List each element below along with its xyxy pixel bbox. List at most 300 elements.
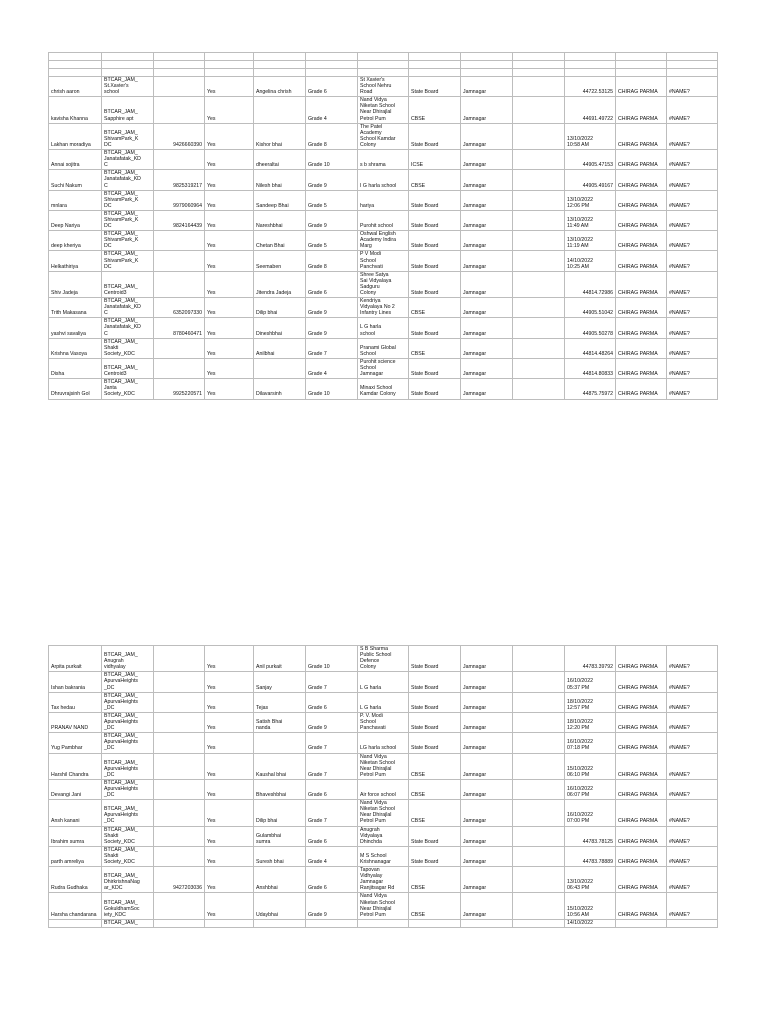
- empty-cell[interactable]: [616, 69, 667, 77]
- cell-code[interactable]: BTCAR_JAM_ Anugrah vidhyalay: [102, 646, 154, 672]
- cell-board[interactable]: [409, 919, 461, 927]
- cell-parent[interactable]: [254, 919, 306, 927]
- cell-board[interactable]: State Board: [409, 123, 461, 149]
- cell-flag[interactable]: #NAME?: [667, 867, 718, 893]
- cell-board[interactable]: CBSE: [409, 753, 461, 779]
- cell-yes[interactable]: Yes: [205, 733, 254, 753]
- cell-code[interactable]: BTCAR_JAM_ ShivamPark_K DC: [102, 123, 154, 149]
- cell-staff[interactable]: CHIRAG PARMA: [616, 867, 667, 893]
- cell-school[interactable]: S B Sharma Public School Defence Colony: [358, 646, 409, 672]
- cell-extra[interactable]: [513, 753, 565, 779]
- cell-staff[interactable]: CHIRAG PARMA: [616, 672, 667, 692]
- cell-parent[interactable]: [254, 97, 306, 123]
- cell-name[interactable]: yashvi savaliya: [49, 318, 102, 338]
- cell-board[interactable]: CBSE: [409, 298, 461, 318]
- cell-flag[interactable]: #NAME?: [667, 271, 718, 297]
- cell-phone[interactable]: [154, 77, 205, 97]
- empty-cell[interactable]: [461, 61, 513, 69]
- cell-city[interactable]: [461, 919, 513, 927]
- cell-parent[interactable]: Satish Bhai nanda: [254, 712, 306, 732]
- cell-school[interactable]: [358, 919, 409, 927]
- cell-code[interactable]: BTCAR_JAM_ Janatafatak_KD C: [102, 150, 154, 170]
- cell-city[interactable]: Jamnagar: [461, 251, 513, 271]
- cell-code[interactable]: BTCAR_JAM_ GokuldhamSoc iety_KDC: [102, 893, 154, 919]
- cell-code[interactable]: BTCAR_JAM_ Sapphire apt: [102, 97, 154, 123]
- cell-school[interactable]: Oshwal English Academy Indira Marg: [358, 231, 409, 251]
- cell-parent[interactable]: Chetan Bhai: [254, 231, 306, 251]
- cell-extra[interactable]: [513, 779, 565, 799]
- cell-grade[interactable]: Grade 8: [306, 251, 358, 271]
- cell-extra[interactable]: [513, 712, 565, 732]
- cell-school[interactable]: Pranami Global School: [358, 338, 409, 358]
- cell-yes[interactable]: Yes: [205, 753, 254, 779]
- cell-flag[interactable]: #NAME?: [667, 893, 718, 919]
- cell-name[interactable]: Krishna Vasoya: [49, 338, 102, 358]
- empty-cell[interactable]: [565, 61, 616, 69]
- empty-cell[interactable]: [254, 61, 306, 69]
- cell-flag[interactable]: #NAME?: [667, 190, 718, 210]
- cell-date[interactable]: 14/10/2022: [565, 919, 616, 927]
- cell-phone[interactable]: [154, 251, 205, 271]
- cell-date[interactable]: 44691.49722: [565, 97, 616, 123]
- cell-parent[interactable]: Bhaveshbhai: [254, 779, 306, 799]
- cell-extra[interactable]: [513, 231, 565, 251]
- cell-school[interactable]: L G harla school: [358, 318, 409, 338]
- empty-cell[interactable]: [513, 61, 565, 69]
- cell-city[interactable]: Jamnagar: [461, 358, 513, 378]
- cell-yes[interactable]: Yes: [205, 712, 254, 732]
- cell-board[interactable]: State Board: [409, 692, 461, 712]
- cell-grade[interactable]: Grade 6: [306, 77, 358, 97]
- cell-grade[interactable]: Grade 10: [306, 646, 358, 672]
- cell-phone[interactable]: [154, 692, 205, 712]
- cell-name[interactable]: Helkathiriya: [49, 251, 102, 271]
- cell-city[interactable]: Jamnagar: [461, 826, 513, 846]
- cell-staff[interactable]: CHIRAG PARMA: [616, 170, 667, 190]
- cell-flag[interactable]: #NAME?: [667, 826, 718, 846]
- cell-yes[interactable]: Yes: [205, 298, 254, 318]
- cell-school[interactable]: Nand Vidya Niketan School Near Dhirajlal Petrol Pum: [358, 893, 409, 919]
- cell-phone[interactable]: [154, 753, 205, 779]
- cell-date[interactable]: 13/10/2022 06:43 PM: [565, 867, 616, 893]
- cell-yes[interactable]: Yes: [205, 826, 254, 846]
- cell-phone[interactable]: [154, 358, 205, 378]
- cell-board[interactable]: ICSE: [409, 150, 461, 170]
- empty-cell[interactable]: [409, 53, 461, 61]
- cell-name[interactable]: Shiv Jadeja: [49, 271, 102, 297]
- cell-board[interactable]: CBSE: [409, 867, 461, 893]
- cell-phone[interactable]: 9824164439: [154, 210, 205, 230]
- cell-name[interactable]: Trith Makasana: [49, 298, 102, 318]
- cell-school[interactable]: Anugrah Vidyalaya Dhinchda: [358, 826, 409, 846]
- cell-school[interactable]: St Xavier's School Nehru Road: [358, 77, 409, 97]
- empty-cell[interactable]: [306, 61, 358, 69]
- cell-code[interactable]: BTCAR_JAM_ ShivamPark_K DC: [102, 231, 154, 251]
- cell-date[interactable]: 16/10/2022 06:07 PM: [565, 779, 616, 799]
- cell-phone[interactable]: 8780460471: [154, 318, 205, 338]
- cell-code[interactable]: BTCAR_JAM_ DhirkrishnaNag ar_KDC: [102, 867, 154, 893]
- cell-school[interactable]: Air force school: [358, 779, 409, 799]
- cell-staff[interactable]: CHIRAG PARMA: [616, 210, 667, 230]
- cell-board[interactable]: State Board: [409, 190, 461, 210]
- cell-city[interactable]: Jamnagar: [461, 712, 513, 732]
- cell-grade[interactable]: Grade 9: [306, 712, 358, 732]
- cell-date[interactable]: 44814.80833: [565, 358, 616, 378]
- cell-extra[interactable]: [513, 672, 565, 692]
- cell-yes[interactable]: Yes: [205, 97, 254, 123]
- cell-extra[interactable]: [513, 123, 565, 149]
- cell-grade[interactable]: Grade 9: [306, 298, 358, 318]
- cell-extra[interactable]: [513, 170, 565, 190]
- empty-cell[interactable]: [154, 61, 205, 69]
- cell-staff[interactable]: CHIRAG PARMA: [616, 123, 667, 149]
- empty-cell[interactable]: [154, 53, 205, 61]
- empty-cell[interactable]: [409, 61, 461, 69]
- cell-staff[interactable]: CHIRAG PARMA: [616, 846, 667, 866]
- cell-flag[interactable]: #NAME?: [667, 379, 718, 399]
- cell-board[interactable]: CBSE: [409, 800, 461, 826]
- cell-grade[interactable]: Grade 9: [306, 170, 358, 190]
- cell-city[interactable]: Jamnagar: [461, 800, 513, 826]
- cell-city[interactable]: Jamnagar: [461, 123, 513, 149]
- cell-name[interactable]: deep kheriya: [49, 231, 102, 251]
- cell-staff[interactable]: CHIRAG PARMA: [616, 893, 667, 919]
- cell-city[interactable]: Jamnagar: [461, 190, 513, 210]
- cell-name[interactable]: mnlara: [49, 190, 102, 210]
- cell-code[interactable]: BTCAR_JAM_ St.Xavier's school: [102, 77, 154, 97]
- cell-city[interactable]: Jamnagar: [461, 318, 513, 338]
- cell-phone[interactable]: [154, 338, 205, 358]
- cell-yes[interactable]: Yes: [205, 150, 254, 170]
- cell-grade[interactable]: Grade 7: [306, 733, 358, 753]
- cell-code[interactable]: BTCAR_JAM_ Janatafatak_KD C: [102, 318, 154, 338]
- cell-code[interactable]: BTCAR_JAM_ Janatafatak_KD C: [102, 298, 154, 318]
- cell-name[interactable]: Dhruvrajsinh Gol: [49, 379, 102, 399]
- cell-phone[interactable]: [154, 646, 205, 672]
- cell-name[interactable]: kavisha Khanna: [49, 97, 102, 123]
- cell-school[interactable]: L G harla: [358, 692, 409, 712]
- cell-phone[interactable]: [154, 919, 205, 927]
- cell-parent[interactable]: [254, 733, 306, 753]
- cell-date[interactable]: 44905.49167: [565, 170, 616, 190]
- cell-city[interactable]: Jamnagar: [461, 298, 513, 318]
- cell-phone[interactable]: [154, 846, 205, 866]
- cell-grade[interactable]: Grade 6: [306, 867, 358, 893]
- cell-phone[interactable]: [154, 826, 205, 846]
- cell-code[interactable]: BTCAR_JAM_ Centroid3: [102, 358, 154, 378]
- empty-cell[interactable]: [154, 69, 205, 77]
- cell-city[interactable]: Jamnagar: [461, 779, 513, 799]
- cell-yes[interactable]: Yes: [205, 779, 254, 799]
- cell-city[interactable]: Jamnagar: [461, 271, 513, 297]
- cell-grade[interactable]: [306, 919, 358, 927]
- cell-extra[interactable]: [513, 97, 565, 123]
- empty-cell[interactable]: [102, 53, 154, 61]
- empty-cell[interactable]: [461, 69, 513, 77]
- cell-extra[interactable]: [513, 271, 565, 297]
- cell-name[interactable]: [49, 919, 102, 927]
- cell-name[interactable]: Suchi Nakum: [49, 170, 102, 190]
- cell-grade[interactable]: Grade 7: [306, 800, 358, 826]
- cell-city[interactable]: Jamnagar: [461, 733, 513, 753]
- cell-yes[interactable]: Yes: [205, 77, 254, 97]
- cell-city[interactable]: Jamnagar: [461, 231, 513, 251]
- cell-yes[interactable]: Yes: [205, 271, 254, 297]
- cell-phone[interactable]: [154, 800, 205, 826]
- cell-code[interactable]: BTCAR_JAM_ Shakti Society_KDC: [102, 338, 154, 358]
- cell-date[interactable]: 44875.75972: [565, 379, 616, 399]
- cell-staff[interactable]: CHIRAG PARMA: [616, 379, 667, 399]
- cell-code[interactable]: BTCAR_JAM_ ShivamPark_K DC: [102, 210, 154, 230]
- empty-cell[interactable]: [49, 53, 102, 61]
- cell-extra[interactable]: [513, 338, 565, 358]
- cell-grade[interactable]: Grade 7: [306, 338, 358, 358]
- cell-extra[interactable]: [513, 646, 565, 672]
- cell-city[interactable]: Jamnagar: [461, 846, 513, 866]
- empty-cell[interactable]: [667, 53, 718, 61]
- cell-grade[interactable]: Grade 4: [306, 358, 358, 378]
- cell-board[interactable]: CBSE: [409, 893, 461, 919]
- cell-code[interactable]: BTCAR_JAM_ ApurvaHeights _DC: [102, 712, 154, 732]
- cell-staff[interactable]: CHIRAG PARMA: [616, 150, 667, 170]
- empty-cell[interactable]: [102, 61, 154, 69]
- cell-parent[interactable]: dheeraltai: [254, 150, 306, 170]
- cell-code[interactable]: BTCAR_JAM_ ApurvaHeights _DC: [102, 733, 154, 753]
- cell-date[interactable]: 16/10/2022 05:37 PM: [565, 672, 616, 692]
- cell-code[interactable]: BTCAR_JAM_ ShivamPark_K DC: [102, 190, 154, 210]
- empty-cell[interactable]: [358, 61, 409, 69]
- cell-city[interactable]: Jamnagar: [461, 170, 513, 190]
- cell-flag[interactable]: #NAME?: [667, 646, 718, 672]
- cell-phone[interactable]: 9925220571: [154, 379, 205, 399]
- cell-date[interactable]: 44783.78125: [565, 826, 616, 846]
- cell-name[interactable]: parth amreliya: [49, 846, 102, 866]
- cell-flag[interactable]: #NAME?: [667, 97, 718, 123]
- cell-name[interactable]: Ibrahim sumra: [49, 826, 102, 846]
- cell-city[interactable]: Jamnagar: [461, 867, 513, 893]
- cell-code[interactable]: BTCAR_JAM_ ApurvaHeights _DC: [102, 672, 154, 692]
- empty-cell[interactable]: [254, 53, 306, 61]
- empty-cell[interactable]: [565, 69, 616, 77]
- cell-board[interactable]: State Board: [409, 846, 461, 866]
- cell-parent[interactable]: Sanjay: [254, 672, 306, 692]
- cell-code[interactable]: BTCAR_JAM_ ApurvaHeights _DC: [102, 779, 154, 799]
- cell-parent[interactable]: Gulambhai sumra: [254, 826, 306, 846]
- cell-flag[interactable]: #NAME?: [667, 846, 718, 866]
- cell-city[interactable]: Jamnagar: [461, 753, 513, 779]
- cell-flag[interactable]: #NAME?: [667, 251, 718, 271]
- cell-yes[interactable]: Yes: [205, 338, 254, 358]
- cell-school[interactable]: s b shrama: [358, 150, 409, 170]
- cell-grade[interactable]: Grade 9: [306, 210, 358, 230]
- cell-board[interactable]: CBSE: [409, 170, 461, 190]
- cell-flag[interactable]: #NAME?: [667, 692, 718, 712]
- cell-phone[interactable]: [154, 893, 205, 919]
- cell-code[interactable]: BTCAR_JAM_ Shakti Society_KDC: [102, 826, 154, 846]
- cell-parent[interactable]: Anil purkait: [254, 646, 306, 672]
- cell-date[interactable]: 44814.48264: [565, 338, 616, 358]
- cell-grade[interactable]: Grade 4: [306, 846, 358, 866]
- cell-name[interactable]: Rudra Gudhaka: [49, 867, 102, 893]
- cell-board[interactable]: CBSE: [409, 779, 461, 799]
- cell-extra[interactable]: [513, 379, 565, 399]
- cell-grade[interactable]: Grade 7: [306, 753, 358, 779]
- cell-flag[interactable]: #NAME?: [667, 712, 718, 732]
- cell-yes[interactable]: Yes: [205, 846, 254, 866]
- cell-parent[interactable]: Nareshbhai: [254, 210, 306, 230]
- cell-yes[interactable]: Yes: [205, 190, 254, 210]
- cell-extra[interactable]: [513, 733, 565, 753]
- cell-phone[interactable]: 9427203036: [154, 867, 205, 893]
- cell-school[interactable]: hariya: [358, 190, 409, 210]
- cell-flag[interactable]: #NAME?: [667, 150, 718, 170]
- cell-date[interactable]: 15/10/2022 06:10 PM: [565, 753, 616, 779]
- cell-parent[interactable]: [254, 358, 306, 378]
- cell-school[interactable]: LG harla school: [358, 733, 409, 753]
- cell-board[interactable]: CBSE: [409, 97, 461, 123]
- cell-yes[interactable]: Yes: [205, 800, 254, 826]
- cell-date[interactable]: 13/10/2022 10:58 AM: [565, 123, 616, 149]
- cell-yes[interactable]: [205, 919, 254, 927]
- cell-flag[interactable]: #NAME?: [667, 298, 718, 318]
- cell-grade[interactable]: Grade 9: [306, 893, 358, 919]
- cell-flag[interactable]: #NAME?: [667, 779, 718, 799]
- cell-grade[interactable]: Grade 6: [306, 779, 358, 799]
- cell-parent[interactable]: Dineshbhai: [254, 318, 306, 338]
- cell-phone[interactable]: [154, 231, 205, 251]
- cell-yes[interactable]: Yes: [205, 379, 254, 399]
- cell-parent[interactable]: Dilip bhai: [254, 800, 306, 826]
- empty-cell[interactable]: [102, 69, 154, 77]
- cell-extra[interactable]: [513, 893, 565, 919]
- cell-phone[interactable]: [154, 97, 205, 123]
- cell-date[interactable]: 14/10/2022 10:25 AM: [565, 251, 616, 271]
- cell-flag[interactable]: #NAME?: [667, 123, 718, 149]
- cell-school[interactable]: L G harla: [358, 672, 409, 692]
- cell-board[interactable]: State Board: [409, 646, 461, 672]
- cell-parent[interactable]: Angelina chrish: [254, 77, 306, 97]
- cell-school[interactable]: I G harla school: [358, 170, 409, 190]
- cell-name[interactable]: Harshil Chandra: [49, 753, 102, 779]
- cell-phone[interactable]: [154, 672, 205, 692]
- cell-board[interactable]: State Board: [409, 210, 461, 230]
- empty-cell[interactable]: [205, 53, 254, 61]
- cell-grade[interactable]: Grade 8: [306, 123, 358, 149]
- cell-extra[interactable]: [513, 692, 565, 712]
- cell-flag[interactable]: #NAME?: [667, 338, 718, 358]
- cell-yes[interactable]: Yes: [205, 123, 254, 149]
- cell-date[interactable]: 18/10/2022 12:20 PM: [565, 712, 616, 732]
- cell-city[interactable]: Jamnagar: [461, 379, 513, 399]
- cell-staff[interactable]: CHIRAG PARMA: [616, 733, 667, 753]
- cell-phone[interactable]: [154, 150, 205, 170]
- empty-cell[interactable]: [358, 69, 409, 77]
- cell-flag[interactable]: [667, 919, 718, 927]
- empty-cell[interactable]: [616, 61, 667, 69]
- empty-cell[interactable]: [513, 53, 565, 61]
- cell-code[interactable]: BTCAR_JAM_ ApurvaHeights _DC: [102, 800, 154, 826]
- cell-city[interactable]: Jamnagar: [461, 893, 513, 919]
- cell-name[interactable]: Ishan bakrania: [49, 672, 102, 692]
- cell-staff[interactable]: CHIRAG PARMA: [616, 358, 667, 378]
- cell-staff[interactable]: CHIRAG PARMA: [616, 753, 667, 779]
- cell-city[interactable]: Jamnagar: [461, 97, 513, 123]
- cell-board[interactable]: State Board: [409, 251, 461, 271]
- cell-yes[interactable]: Yes: [205, 893, 254, 919]
- cell-extra[interactable]: [513, 846, 565, 866]
- cell-parent[interactable]: Dilip bhai: [254, 298, 306, 318]
- cell-staff[interactable]: [616, 919, 667, 927]
- cell-extra[interactable]: [513, 210, 565, 230]
- cell-school[interactable]: Minaxi School Kamdar Colony: [358, 379, 409, 399]
- cell-yes[interactable]: Yes: [205, 231, 254, 251]
- cell-extra[interactable]: [513, 867, 565, 893]
- empty-cell[interactable]: [306, 53, 358, 61]
- cell-grade[interactable]: Grade 5: [306, 231, 358, 251]
- cell-name[interactable]: Devangi Jani: [49, 779, 102, 799]
- cell-extra[interactable]: [513, 77, 565, 97]
- cell-date[interactable]: 16/10/2022 07:18 PM: [565, 733, 616, 753]
- empty-cell[interactable]: [49, 61, 102, 69]
- cell-yes[interactable]: Yes: [205, 672, 254, 692]
- cell-name[interactable]: Arpita purkait: [49, 646, 102, 672]
- cell-board[interactable]: State Board: [409, 672, 461, 692]
- empty-cell[interactable]: [358, 53, 409, 61]
- cell-yes[interactable]: Yes: [205, 358, 254, 378]
- cell-extra[interactable]: [513, 826, 565, 846]
- cell-extra[interactable]: [513, 298, 565, 318]
- cell-flag[interactable]: #NAME?: [667, 672, 718, 692]
- cell-parent[interactable]: Seemaben: [254, 251, 306, 271]
- cell-city[interactable]: Jamnagar: [461, 646, 513, 672]
- cell-date[interactable]: 44722.53125: [565, 77, 616, 97]
- cell-code[interactable]: BTCAR_JAM_ Janta Society_KDC: [102, 379, 154, 399]
- cell-phone[interactable]: 9426660390: [154, 123, 205, 149]
- cell-parent[interactable]: Sandeep Bhai: [254, 190, 306, 210]
- cell-staff[interactable]: CHIRAG PARMA: [616, 271, 667, 297]
- cell-staff[interactable]: CHIRAG PARMA: [616, 231, 667, 251]
- cell-yes[interactable]: Yes: [205, 170, 254, 190]
- cell-grade[interactable]: Grade 7: [306, 672, 358, 692]
- cell-name[interactable]: Disha: [49, 358, 102, 378]
- cell-name[interactable]: PRANAV NAND: [49, 712, 102, 732]
- cell-date[interactable]: 44905.47153: [565, 150, 616, 170]
- cell-staff[interactable]: CHIRAG PARMA: [616, 77, 667, 97]
- cell-staff[interactable]: CHIRAG PARMA: [616, 97, 667, 123]
- cell-name[interactable]: chrish aaron: [49, 77, 102, 97]
- cell-phone[interactable]: 9979060964: [154, 190, 205, 210]
- cell-staff[interactable]: CHIRAG PARMA: [616, 298, 667, 318]
- cell-grade[interactable]: Grade 10: [306, 150, 358, 170]
- cell-staff[interactable]: CHIRAG PARMA: [616, 712, 667, 732]
- empty-cell[interactable]: [616, 53, 667, 61]
- cell-code[interactable]: BTCAR_JAM_ Centroid3: [102, 271, 154, 297]
- cell-staff[interactable]: CHIRAG PARMA: [616, 318, 667, 338]
- cell-phone[interactable]: [154, 271, 205, 297]
- cell-name[interactable]: Deep Nariya: [49, 210, 102, 230]
- empty-cell[interactable]: [205, 61, 254, 69]
- cell-board[interactable]: State Board: [409, 712, 461, 732]
- cell-school[interactable]: P V Modi School Panchvati: [358, 251, 409, 271]
- cell-code[interactable]: BTCAR_JAM_ Shakti Society_KDC: [102, 846, 154, 866]
- cell-yes[interactable]: Yes: [205, 318, 254, 338]
- cell-staff[interactable]: CHIRAG PARMA: [616, 692, 667, 712]
- cell-school[interactable]: Purohit science School Jamnagar: [358, 358, 409, 378]
- empty-cell[interactable]: [461, 53, 513, 61]
- cell-yes[interactable]: Yes: [205, 867, 254, 893]
- cell-date[interactable]: 44905.50278: [565, 318, 616, 338]
- cell-name[interactable]: Ansh kanani: [49, 800, 102, 826]
